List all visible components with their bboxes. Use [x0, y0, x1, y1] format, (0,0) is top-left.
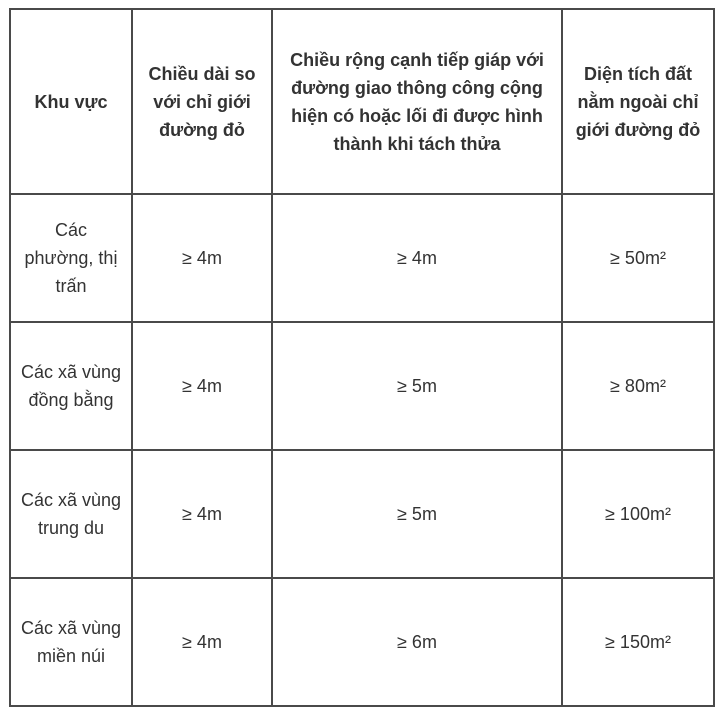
- cell-width: ≥ 4m: [272, 194, 562, 322]
- cell-length: ≥ 4m: [132, 322, 272, 450]
- header-land-area: Diện tích đất nằm ngoài chỉ giới đường đỏ: [562, 9, 714, 194]
- cell-land-area: ≥ 80m²: [562, 322, 714, 450]
- cell-length: ≥ 4m: [132, 450, 272, 578]
- cell-area: Các phường, thị trấn: [10, 194, 132, 322]
- cell-area: Các xã vùng trung du: [10, 450, 132, 578]
- table-row: [10, 194, 714, 322]
- table-row: [10, 450, 714, 578]
- header-width: Chiều rộng cạnh tiếp giáp với đường giao thông công cộng hiện có hoặc lối đi được hình thành khi tách thửa: [272, 9, 562, 194]
- header-length: Chiều dài so với chỉ giới đường đỏ: [132, 9, 272, 194]
- header-row: [10, 9, 714, 194]
- table-row: [10, 322, 714, 450]
- cell-length: ≥ 4m: [132, 578, 272, 706]
- cell-land-area: ≥ 50m²: [562, 194, 714, 322]
- cell-area: Các xã vùng miền núi: [10, 578, 132, 706]
- cell-land-area: ≥ 100m²: [562, 450, 714, 578]
- header-area: Khu vực: [10, 9, 132, 194]
- cell-area: Các xã vùng đồng bằng: [10, 322, 132, 450]
- cell-land-area: ≥ 150m²: [562, 578, 714, 706]
- table-row: [10, 578, 714, 706]
- cell-width: ≥ 5m: [272, 322, 562, 450]
- cell-length: ≥ 4m: [132, 194, 272, 322]
- land-split-conditions-table: [9, 8, 715, 707]
- cell-width: ≥ 5m: [272, 450, 562, 578]
- cell-width: ≥ 6m: [272, 578, 562, 706]
